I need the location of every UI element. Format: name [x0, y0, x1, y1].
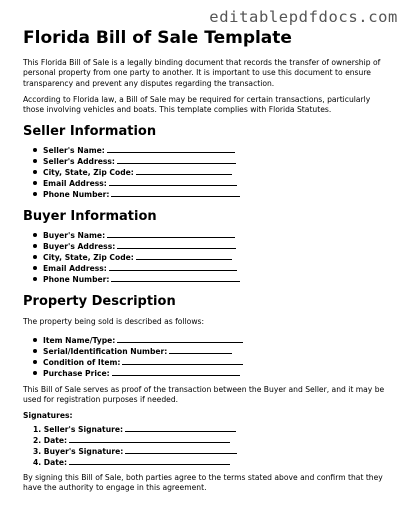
fill-line[interactable]: [136, 167, 232, 175]
field-label: 4. Date:: [33, 457, 68, 467]
fill-line[interactable]: [107, 145, 235, 153]
fill-line[interactable]: [125, 446, 237, 454]
field-label: Condition of Item:: [43, 358, 121, 368]
fill-line[interactable]: [69, 435, 230, 443]
document-title: Florida Bill of Sale Template: [23, 28, 292, 48]
buyer-phone-field[interactable]: [33, 274, 391, 285]
field-label: Seller's Address:: [43, 157, 115, 167]
field-label: 3. Buyer's Signature:: [33, 446, 124, 456]
signature-list: [23, 424, 391, 467]
fill-line[interactable]: [117, 156, 236, 164]
condition-field[interactable]: [33, 357, 391, 368]
buyer-heading: Buyer Information: [23, 208, 157, 224]
seller-heading: Seller Information: [23, 123, 157, 139]
item-name-field[interactable]: [33, 335, 391, 346]
fill-line[interactable]: [109, 263, 237, 271]
fill-line[interactable]: [122, 357, 243, 365]
watermark: editablepdfdocs.com: [209, 8, 398, 26]
property-field-list: [23, 335, 391, 378]
property-heading: Property Description: [23, 293, 176, 309]
field-label: Serial/Identification Number:: [43, 347, 168, 357]
field-label: 1. Seller's Signature:: [33, 424, 124, 434]
intro-paragraph-1: This Florida Bill of Sale is a legally binding document that records the transfer of ownership of personal property from one party to another. It is important to use this document to ensure transparency and prevent any disputes regarding the transaction.: [23, 58, 381, 88]
field-label: Buyer's Address:: [43, 242, 116, 252]
fill-line[interactable]: [117, 241, 236, 249]
property-intro: The property being sold is described as follows:: [23, 317, 205, 327]
seller-email-field[interactable]: [33, 178, 391, 189]
field-label: City, State, Zip Code:: [43, 253, 134, 263]
seller-field-list: [23, 145, 391, 199]
seller-signature-field[interactable]: [33, 424, 391, 435]
buyer-signature-field[interactable]: [33, 446, 391, 457]
field-label: Phone Number:: [43, 274, 110, 284]
fill-line[interactable]: [109, 178, 237, 186]
purchase-price-field[interactable]: [33, 368, 391, 379]
buyer-date-field[interactable]: [33, 457, 391, 468]
fill-line[interactable]: [112, 368, 240, 376]
field-label: Email Address:: [43, 179, 107, 189]
fill-line[interactable]: [169, 346, 232, 354]
signatures-heading: Signatures:: [23, 410, 73, 420]
field-label: Email Address:: [43, 263, 107, 273]
field-label: Item Name/Type:: [43, 336, 116, 346]
serial-number-field[interactable]: [33, 346, 391, 357]
seller-city-field[interactable]: [33, 167, 391, 178]
buyer-name-field[interactable]: [33, 230, 391, 241]
buyer-address-field[interactable]: [33, 241, 391, 252]
field-label: Purchase Price:: [43, 368, 110, 378]
property-note: This Bill of Sale serves as proof of the transaction between the Buyer and Seller, and it may be used for registration purposes if needed.: [23, 384, 385, 404]
field-label: City, State, Zip Code:: [43, 168, 134, 178]
document-page: [23, 28, 391, 500]
fill-line[interactable]: [125, 424, 236, 432]
seller-date-field[interactable]: [33, 435, 391, 446]
field-label: Buyer's Name:: [43, 231, 106, 241]
field-label: Phone Number:: [43, 189, 110, 199]
fill-line[interactable]: [111, 274, 240, 282]
field-label: 2. Date:: [33, 435, 68, 445]
fill-line[interactable]: [69, 457, 230, 465]
closing-paragraph: By signing this Bill of Sale, both parties agree to the terms stated above and confirm that they have the authority to engage in this agreement.: [23, 473, 383, 493]
seller-phone-field[interactable]: [33, 189, 391, 200]
fill-line[interactable]: [117, 335, 243, 343]
buyer-city-field[interactable]: [33, 252, 391, 263]
fill-line[interactable]: [111, 189, 240, 197]
field-label: Seller's Name:: [43, 146, 105, 156]
buyer-email-field[interactable]: [33, 263, 391, 274]
seller-address-field[interactable]: [33, 156, 391, 167]
fill-line[interactable]: [107, 230, 235, 238]
intro-paragraph-2: According to Florida law, a Bill of Sale may be required for certain transactions, particularly those involving vehicles and boats. This template complies with Florida Statutes.: [23, 94, 371, 114]
fill-line[interactable]: [136, 252, 232, 260]
buyer-field-list: [23, 230, 391, 284]
seller-name-field[interactable]: [33, 145, 391, 156]
